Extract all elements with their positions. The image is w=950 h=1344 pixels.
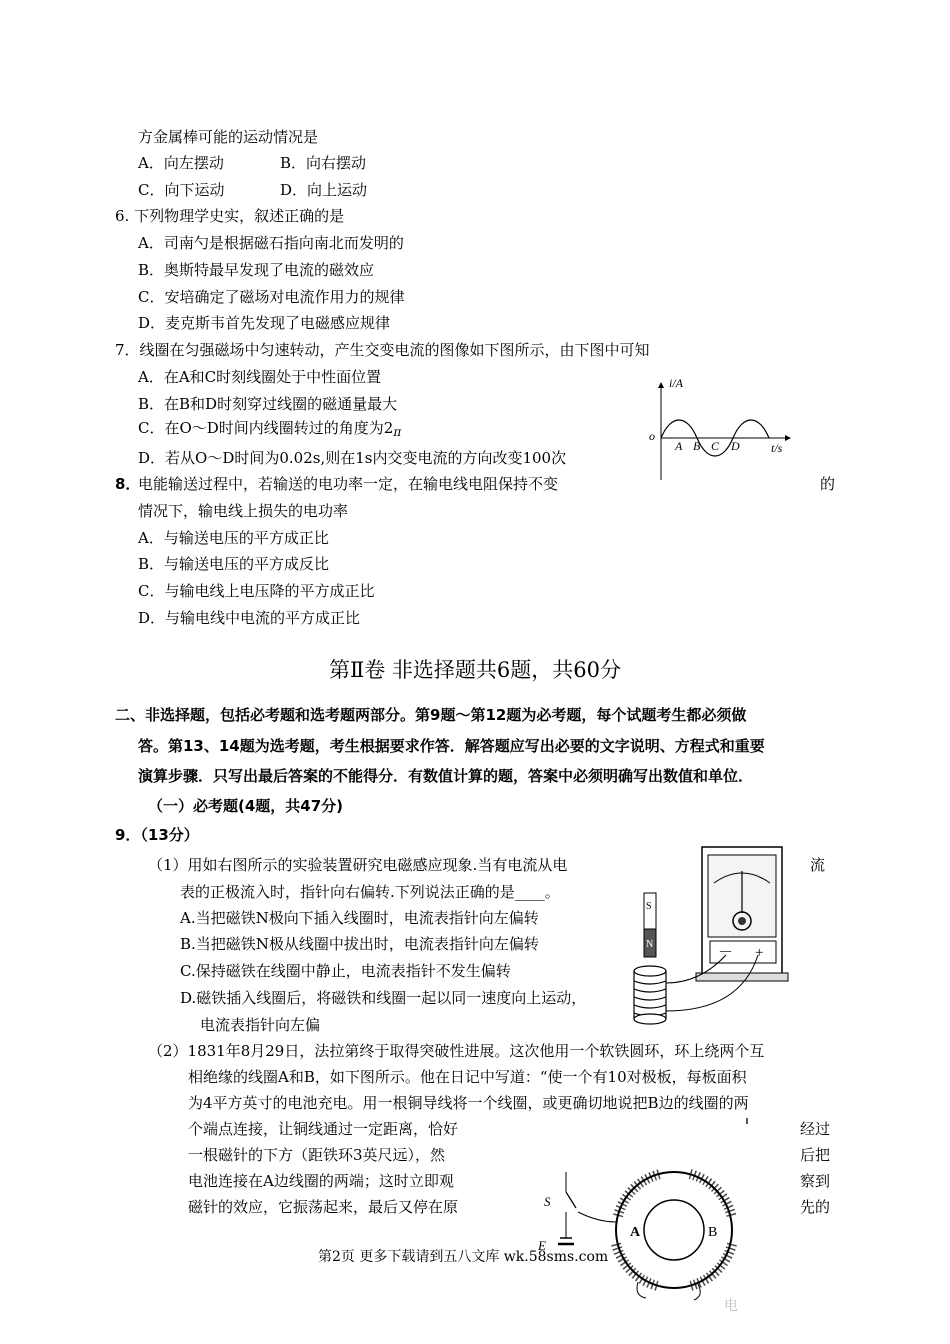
support-bar — [746, 1118, 748, 1124]
y-axis-label: i/A — [669, 376, 683, 390]
q9-p1-option-d-cont: 电流表指针向左偏 — [200, 1016, 321, 1034]
x-axis-arrow — [785, 435, 791, 441]
q6-option-b: B．奥斯特最早发现了电流的磁效应 — [138, 261, 375, 279]
q8-stem-line2: 情况下，输电线上损失的电功率 — [138, 502, 349, 520]
iron-ring-figure — [538, 1112, 748, 1312]
x-axis-label: t/s — [771, 441, 783, 455]
q9-p1-option-c: C.保持磁铁在线圈中静止，电流表指针不发生偏转 — [180, 962, 511, 980]
q7-option-c — [138, 418, 401, 439]
meter-base — [696, 973, 788, 981]
magnet-n-label: N — [646, 939, 654, 950]
galvanometer-figure — [630, 843, 800, 1033]
point-a-label: A — [675, 439, 683, 453]
coil-top — [634, 966, 666, 976]
q7-sine-graph — [645, 372, 795, 484]
switch-label: S — [544, 1194, 551, 1209]
q9-p2-short-line3: 电池连接在A边线圈的两端；这时立即观 — [188, 1172, 454, 1190]
coil-windings — [634, 981, 666, 1016]
part2-instruction-3: 演算步骤．只写出最后答案的不能得分．有数值计算的题，答案中必须明确写出数值和单位． — [138, 767, 754, 785]
q8-option-a: A．与输送电压的平方成正比 — [138, 529, 329, 547]
q5-tail-text: 方金属棒可能的运动情况是 — [138, 128, 319, 146]
coil-sides — [634, 971, 666, 1019]
q6-option-c: C．安培确定了磁场对电流作用力的规律 — [138, 288, 405, 306]
point-b-label: B — [693, 439, 701, 453]
q9-p2-short-line4: 磁针的效应，它振荡起来，最后又停在原 — [188, 1198, 459, 1216]
q9-p2-short-line1: 个端点连接，让铜线通过一定距离，恰好 — [188, 1120, 459, 1138]
q7-option-d: D．若从O～D时间为0.02s,则在1s内交变电流的方向改变100次 — [138, 449, 567, 467]
magnet-s-label: S — [646, 901, 652, 912]
minus-terminal-label: － — [718, 945, 734, 961]
q8-option-d: D．与输电线中电流的平方成正比 — [138, 609, 361, 627]
plus-terminal-label: + — [755, 945, 764, 961]
q9-p1-option-b: B.当把磁铁N极从线圈中拔出时，电流表指针向左偏转 — [180, 935, 539, 953]
q7-option-b: B．在B和D时刻穿过线圈的磁通量最大 — [138, 395, 398, 413]
q9-p2-short-line2: 一根磁针的下方（距铁环3英尺远），然 — [188, 1146, 446, 1164]
q9-p2-short-line1-end: 经过 — [800, 1120, 831, 1138]
q8-stem-line1: 电能输送过程中，若输送的电功率一定，在输电线电阻保持不变 — [138, 475, 559, 493]
q8-number: 8． — [115, 475, 141, 493]
q9-p2-short-line4-end: 先的 — [800, 1198, 831, 1216]
part2-title: 第Ⅱ卷 非选择题共6题，共60分 — [328, 658, 622, 682]
part2-instruction-2: 答。第13、14题为选考题，考生根据要求作答．解答题应写出必要的文字说明、方程式和重要 — [138, 737, 765, 755]
origin-label: o — [649, 429, 655, 443]
point-c-label: C — [711, 439, 720, 453]
q9-p2-short-line2-end: 后把 — [800, 1146, 831, 1164]
q8-stem-line1-end: 的 — [820, 475, 836, 493]
q9-p2-line2: 相绝缘的线圈A和B，如下图所示。他在日记中写道：“使一个有10对极板，每板面积 — [188, 1068, 747, 1086]
coil-bottom — [634, 1014, 666, 1024]
pi-symbol: π — [393, 425, 402, 439]
coil-a-lead — [578, 1212, 616, 1222]
q9-p1-line1: （1）用如右图所示的实验装置研究电磁感应现象.当有电流从电 — [148, 856, 568, 874]
q9-p1-line1-end: 流 — [810, 856, 826, 874]
point-d-label: D — [731, 439, 740, 453]
battery-label: E — [538, 1238, 546, 1253]
q5-option-c: C．向下运动 — [138, 181, 225, 199]
q5-option-a: A．向左摆动 — [138, 154, 224, 172]
switch-blade — [566, 1192, 576, 1208]
q9-p2-line1: （2）1831年8月29日，法拉第终于取得突破性进展。这次他用一个软铁圆环，环上绕两个互 — [148, 1042, 765, 1060]
watermark-fragment: 电 — [724, 1298, 738, 1314]
q8-option-c: C．与输电线上电压降的平方成正比 — [138, 582, 375, 600]
q9-header: 9．（13分） — [115, 826, 199, 844]
q9-p1-line2: 表的正极流入时，指针向右偏转.下列说法正确的是____。 — [180, 883, 560, 901]
q5-option-b: B．向右摆动 — [280, 154, 367, 172]
q6-stem: 6. 下列物理学史实，叙述正确的是 — [115, 207, 345, 225]
q7-option-a: A．在A和C时刻线圈处于中性面位置 — [138, 368, 382, 386]
q9-p1-option-a: A.当把磁铁N极向下插入线圈时，电流表指针向左偏转 — [180, 909, 539, 927]
q6-option-a: A．司南勺是根据磁石指向南北而发明的 — [138, 234, 404, 252]
q9-p2-line3: 为4平方英寸的电池充电。用一根铜导线将一个线圈，或更确切地说把B边的线圈的两 — [188, 1094, 749, 1112]
y-axis-arrow — [658, 382, 664, 388]
coil-a-label: A — [630, 1225, 641, 1240]
q8-option-b: B．与输送电压的平方成反比 — [138, 555, 330, 573]
ring-inner — [644, 1200, 704, 1260]
q9-p2-short-line3-end: 察到 — [800, 1172, 831, 1190]
page-footer: 第2页 更多下载请到五八文库 wk.58sms.com — [318, 1249, 609, 1265]
q7-option-c-text: C．在O～D时间内线圈转过的角度为2 — [138, 419, 394, 437]
q5-option-d: D．向上运动 — [280, 181, 368, 199]
q9-p1-option-d: D.磁铁插入线圈后，将磁铁和线圈一起以同一速度向上运动， — [180, 989, 587, 1007]
part2-instruction-1: 二、非选择题，包括必考题和选考题两部分。第9题～第12题为必考题，每个试题考生都必须做 — [115, 706, 747, 724]
meter-pivot-icon — [738, 917, 746, 925]
coil-b-label: B — [708, 1225, 718, 1240]
q6-option-d: D．麦克斯韦首先发现了电磁感应规律 — [138, 314, 391, 332]
part2-subsection: （一）必考题(4题，共47分) — [148, 797, 344, 815]
q7-stem: 7．线圈在匀强磁场中匀速转动，产生交变电流的图像如下图所示，由下图中可知 — [115, 341, 650, 359]
